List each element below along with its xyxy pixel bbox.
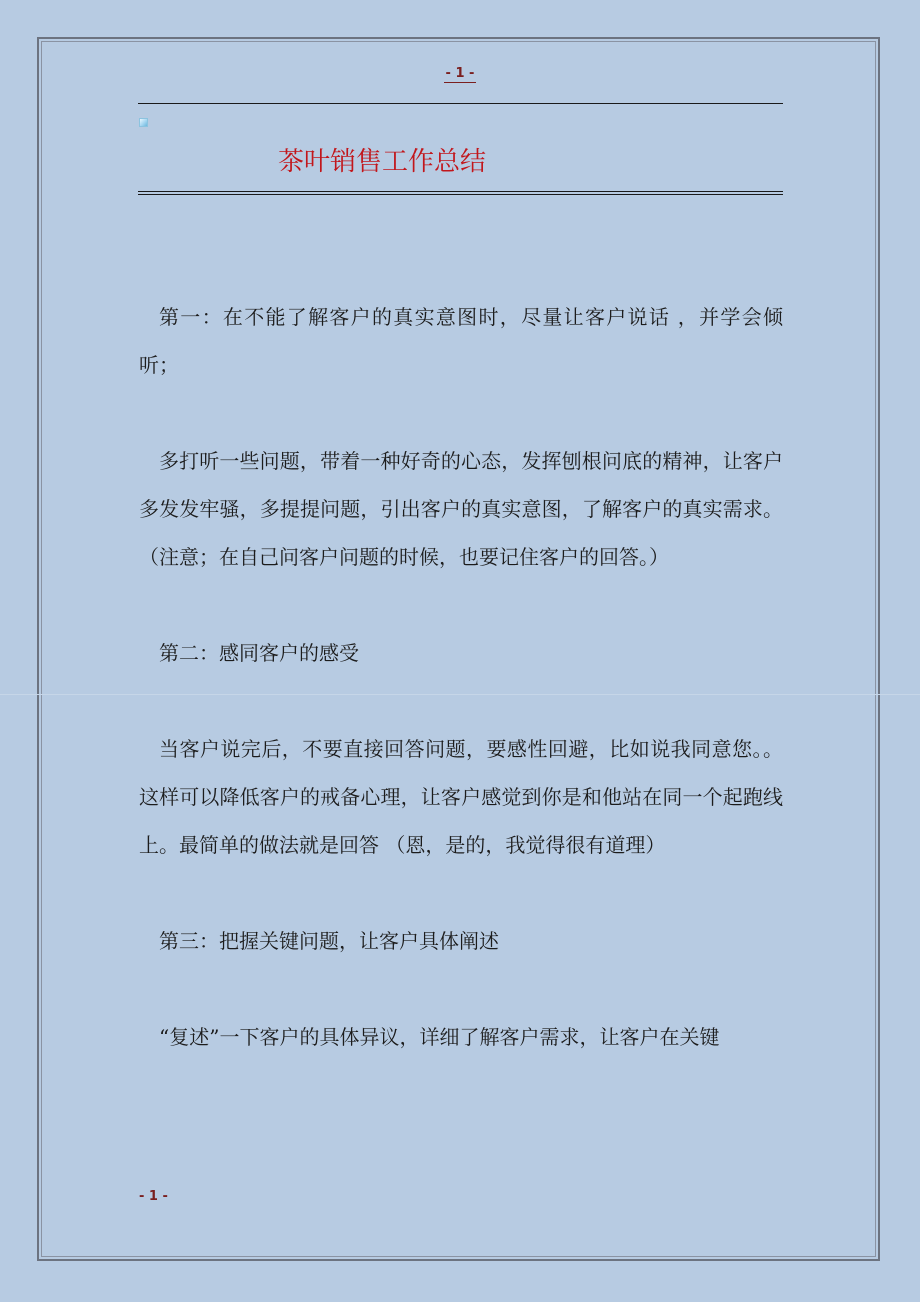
paragraph: 第一：在不能了解客户的真实意图时，尽量让客户说话 ，并学会倾听； xyxy=(139,305,783,377)
document-title: 茶叶销售工作总结 xyxy=(278,147,487,177)
header-page-number-text: - 1 - xyxy=(445,66,475,81)
title-double-rule xyxy=(138,191,783,195)
paragraph: 第二：感同客户的感受 xyxy=(159,641,359,665)
paragraph: 多打听一些问题，带着一种好奇的心态，发挥刨根问底的精神，让客户多发发牢骚，多提提问题，引出客户的真实意图，了解客户的真实需求。 （注意；在自己问客户问题的时候，也要记住客户的回答。） xyxy=(139,449,783,569)
paragraph: “复述”一下客户的具体异议，详细了解客户需求，让客户在关键 xyxy=(159,1025,720,1049)
document-body xyxy=(139,293,783,1109)
paragraph: 当客户说完后，不要直接回答问题，要感性回避，比如说我同意您。。这样可以降低客户的戒备心理，让客户感觉到你是和他站在同一个起跑线上。最简单的做法就是回答 （恩，是的，我觉得很有道理） xyxy=(139,737,783,857)
header-rule xyxy=(138,103,783,104)
image-placeholder-icon xyxy=(139,118,148,127)
header-page-number xyxy=(0,66,920,81)
footer-page-number: - 1 - xyxy=(139,1189,168,1204)
paragraph: 第三：把握关键问题，让客户具体阐述 xyxy=(159,929,499,953)
